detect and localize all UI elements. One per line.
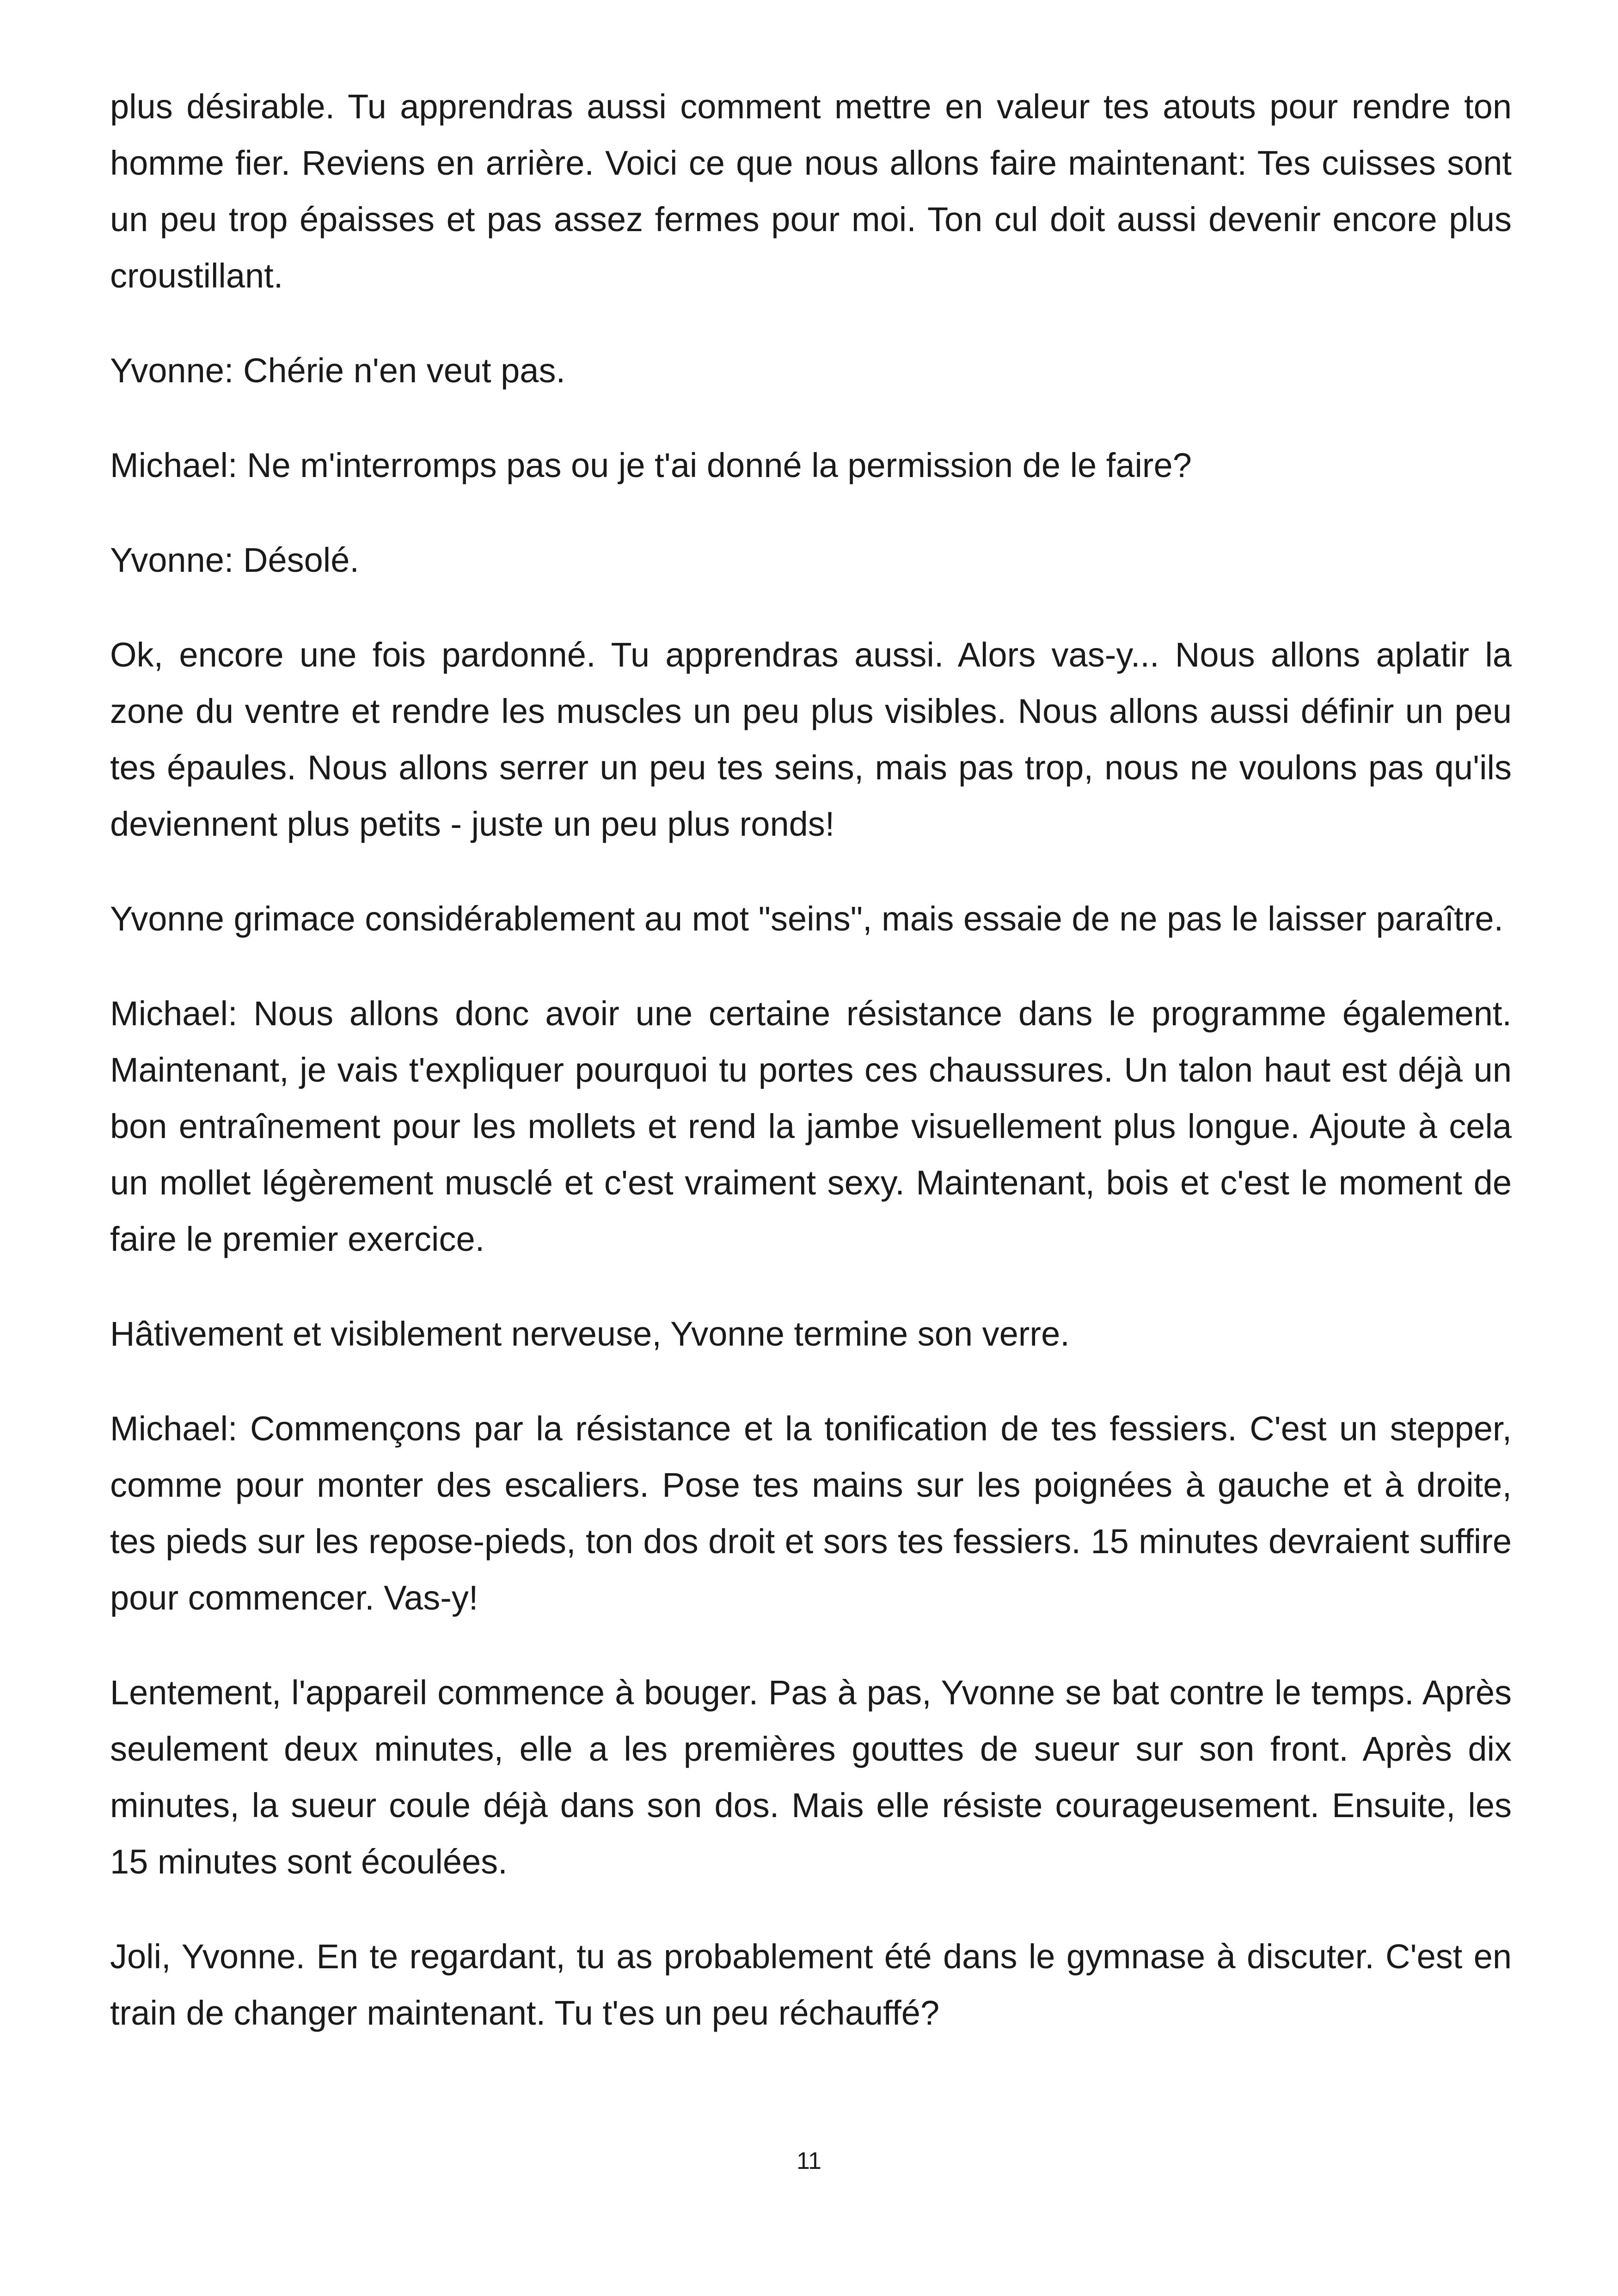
paragraph: Michael: Nous allons donc avoir une certaine résistance dans le programme également. Maintenant, je vais t'expliquer pourquoi tu portes ces chaussures. Un talon haut est déjà un bon entraînement pour les mollets et rend la jambe visuellement plus longue. Ajoute à cela un mollet légèrement musclé et c'est vraiment sexy. Maintenant, bois et c'est le moment de faire le premier exercice.	[110, 994, 1512, 1258]
paragraph: Yvonne grimace considérablement au mot "seins", mais essaie de ne pas le laisser paraître.	[110, 900, 1504, 938]
paragraph: plus désirable. Tu apprendras aussi comment mettre en valeur tes atouts pour rendre ton homme fier. Reviens en arrière. Voici ce que nous allons faire maintenant: Tes cuisses sont un peu trop épaisses et pas assez fermes pour moi. Ton cul doit aussi devenir encore plus croustillant.	[110, 87, 1512, 295]
paragraph: Joli, Yvonne. En te regardant, tu as probablement été dans le gymnase à discuter. C'est en train de changer maintenant. Tu t'es un peu réchauffé?	[110, 1937, 1512, 2032]
document-body	[110, 79, 1512, 2041]
paragraph: Lentement, l'appareil commence à bouger. Pas à pas, Yvonne se bat contre le temps. Après seulement deux minutes, elle a les premières gouttes de sueur sur son front. Après dix minutes, la sueur coule déjà dans son dos. Mais elle résiste courageusement. Ensuite, les 15 minutes sont écoulées.	[110, 1673, 1512, 1881]
paragraph: Yvonne: Chérie n'en veut pas.	[110, 351, 566, 390]
paragraph: Yvonne: Désolé.	[110, 541, 359, 579]
paragraph: Hâtivement et visiblement nerveuse, Yvonne termine son verre.	[110, 1315, 1070, 1353]
paragraph: Ok, encore une fois pardonné. Tu apprendras aussi. Alors vas-y... Nous allons aplatir la zone du ventre et rendre les muscles un peu plus visibles. Nous allons aussi définir un peu tes épaules. Nous allons serrer un peu tes seins, mais pas trop, nous ne voulons pas qu'ils deviennent plus petits - juste un peu plus ronds!	[110, 636, 1512, 843]
page-number: 11	[797, 2148, 821, 2174]
paragraph: Michael: Commençons par la résistance et la tonification de tes fessiers. C'est un stepper, comme pour monter des escaliers. Pose tes mains sur les poignées à gauche et à droite, tes pieds sur les repose-pieds, ton dos droit et sors tes fessiers. 15 minutes devraient suffire pour commencer. Vas-y!	[110, 1409, 1512, 1617]
paragraph: Michael: Ne m'interromps pas ou je t'ai donné la permission de le faire?	[110, 446, 1192, 484]
